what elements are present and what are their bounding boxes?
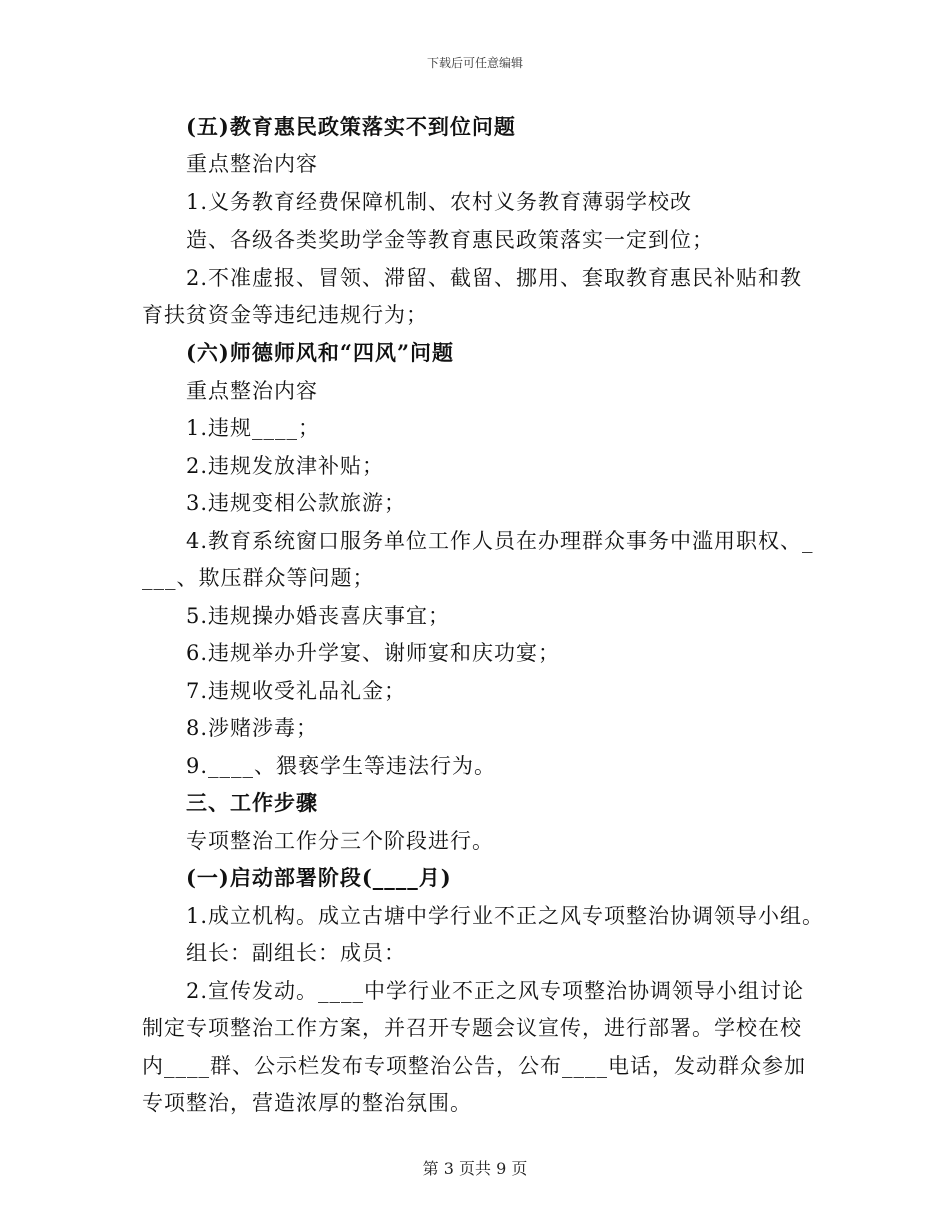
list-item: 6.违规举办升学宴、谢师宴和庆功宴； [186, 641, 561, 665]
page-header: 下载后可任意编辑 [426, 56, 523, 70]
subheading: 重点整治内容 [186, 379, 318, 403]
list-item: 3.违规变相公款旅游； [186, 491, 407, 515]
paragraph-line: 1.义务教育经费保障机制、农村义务教育薄弱学校改 [186, 190, 693, 214]
paragraph-line: 制定专项整治工作方案，并召开专题会议宣传，进行部署。学校在校 [142, 1016, 802, 1040]
paragraph-line: 内____群、公示栏发布专项整治公告，公布____电话，发动群众参加 [142, 1054, 806, 1078]
list-item: 7.违规收受礼品礼金； [186, 679, 407, 703]
section-heading: (一)启动部署阶段(____月) [186, 865, 452, 890]
section-heading: (六)师德师风和“四风”问题 [186, 340, 455, 365]
list-item: 8.涉赌涉毒； [186, 716, 319, 740]
subheading: 重点整治内容 [186, 152, 318, 176]
paragraph-line: 专项整治，营造浓厚的整治氛围。 [142, 1091, 472, 1115]
paragraph-line: 2.宣传发动。____中学行业不正之风专项整治协调领导小组讨论 [186, 979, 805, 1003]
paragraph-line: 组长：副组长：成员： [186, 941, 406, 965]
list-item: 2.违规发放津补贴； [186, 454, 385, 478]
paragraph-line: 专项整治工作分三个阶段进行。 [186, 829, 494, 853]
list-item: 9.____、猥亵学生等违法行为。 [186, 754, 497, 778]
list-item: 5.违规操办婚丧喜庆事宜； [186, 604, 451, 628]
list-item: 4.教育系统窗口服务单位工作人员在办理群众事务中滥用职权、_ [186, 529, 814, 553]
paragraph-line: 育扶贫资金等违纪违规行为； [142, 303, 428, 327]
list-item: 1.违规____； [186, 416, 321, 440]
paragraph-line: 造、各级各类奖助学金等教育惠民政策落实一定到位； [186, 228, 714, 252]
page-number: 第 3 页共 9 页 [422, 1159, 528, 1178]
section-heading: (五)教育惠民政策落实不到位问题 [186, 114, 516, 139]
list-item-continuation: ___、欺压群众等问题； [142, 566, 375, 590]
paragraph-line: 1.成立机构。成立古塘中学行业不正之风专项整治协调领导小组。 [186, 904, 825, 928]
section-heading: 三、工作步骤 [186, 790, 318, 815]
paragraph-line: 2.不准虚报、冒领、滞留、截留、挪用、套取教育惠民补贴和教 [186, 266, 803, 290]
